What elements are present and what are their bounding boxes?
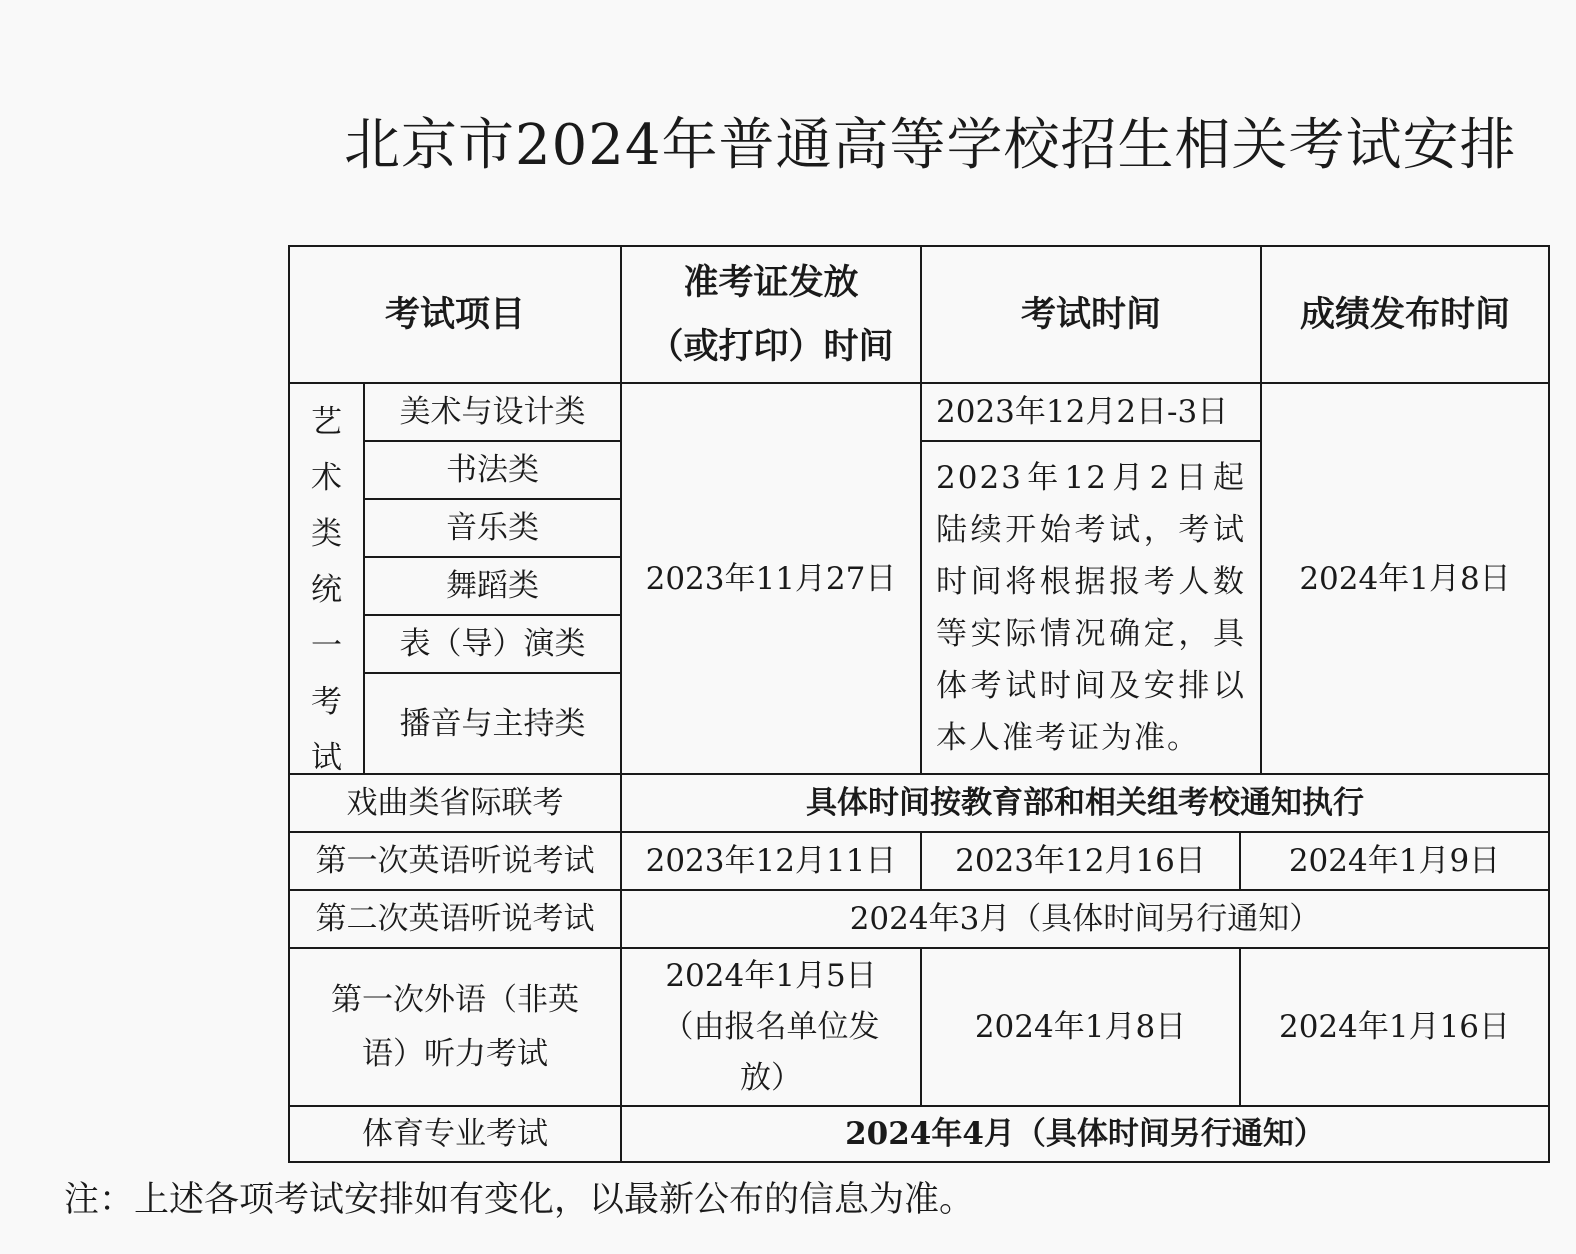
art-admit-time: [620, 382, 922, 775]
english2-merged-text: 2024年3月（具体时间另行通知）: [849, 901, 1321, 937]
english2-merged: [620, 889, 1550, 949]
art-exam-time-first-text: 2023年12月2日-3日: [936, 394, 1229, 430]
foreign-item-text: 第一次外语（非英语）听力考试: [331, 982, 579, 1072]
art-exam-time-rest: [920, 440, 1262, 775]
sports-merged: [620, 1105, 1550, 1163]
art-exam-time-first: [920, 382, 1262, 442]
art-category: [363, 382, 622, 442]
art-exam-time-rest-text: 2023年12月2日起陆续开始考试，考试时间将根据报考人数等实际情况确定，具体考试时间及安排以本人准考证为准。: [936, 459, 1246, 756]
art-admit-time-text: 2023年11月27日: [645, 560, 897, 597]
art-category: [363, 672, 622, 775]
foreign-exam-time: [920, 947, 1241, 1107]
opera-merged: [620, 773, 1550, 833]
header-admit-line2: （或打印）时间: [648, 325, 894, 367]
art-label-char: 考: [311, 684, 342, 720]
art-category: [363, 556, 622, 616]
header-exam-item-text: 考试项目: [384, 293, 525, 335]
english1-admit-time: [620, 831, 922, 891]
foreign-admit-time: [620, 947, 922, 1107]
english2-item-text: 第二次英语听说考试: [315, 901, 595, 937]
art-category: [363, 440, 622, 500]
opera-merged-text: 具体时间按教育部和相关组考校通知执行: [806, 785, 1364, 821]
art-group-label: [288, 382, 365, 775]
art-category: [363, 614, 622, 674]
art-result-time: [1260, 382, 1550, 775]
sports-item-text: 体育专业考试: [362, 1116, 548, 1152]
art-category-label: 书法类: [446, 452, 539, 488]
page-title: 北京市2024年普通高等学校招生相关考试安排: [344, 113, 1517, 178]
header-exam-time: [920, 245, 1262, 384]
exam-schedule-table: [288, 245, 1550, 1163]
sports-item: [288, 1105, 622, 1163]
footnote: 注：上述各项考试安排如有变化，以最新公布的信息为准。: [64, 1180, 975, 1220]
art-category: [363, 498, 622, 558]
english1-item: [288, 831, 622, 891]
art-label-char: 艺: [311, 404, 342, 440]
header-result-time-text: 成绩发布时间: [1299, 293, 1510, 335]
art-category-label: 美术与设计类: [399, 394, 586, 430]
english1-exam-time: [920, 831, 1241, 891]
art-category-label: 表（导）演类: [399, 626, 586, 662]
art-label-char: 类: [311, 516, 342, 552]
header-admit-time: [620, 245, 922, 384]
english1-admit-time-text: 2023年12月11日: [645, 843, 897, 879]
opera-item-text: 戏曲类省际联考: [346, 785, 564, 821]
header-admit-line1: 准考证发放: [683, 261, 859, 303]
art-category-label: 音乐类: [446, 510, 539, 546]
foreign-admit-time-text: 2024年1月5日（由报名单位发放）: [662, 957, 880, 1096]
sports-merged-text: 2024年4月（具体时间另行通知）: [845, 1116, 1325, 1152]
art-result-time-text: 2024年1月8日: [1299, 560, 1511, 597]
english1-result-time-text: 2024年1月9日: [1288, 843, 1501, 879]
art-label-char: 一: [311, 628, 342, 664]
header-exam-time-text: 考试时间: [1020, 293, 1161, 335]
art-category-label: 舞蹈类: [446, 568, 539, 604]
english1-item-text: 第一次英语听说考试: [315, 843, 595, 879]
art-label-char: 术: [311, 460, 342, 496]
opera-item: [288, 773, 622, 833]
foreign-result-time: [1239, 947, 1550, 1107]
art-label-char: 试: [311, 740, 342, 776]
foreign-result-time-text: 2024年1月16日: [1278, 1009, 1511, 1045]
art-category-label: 播音与主持类: [399, 705, 586, 742]
art-label-char: 统: [311, 572, 342, 608]
english1-exam-time-text: 2023年12月16日: [955, 843, 1206, 879]
foreign-exam-time-text: 2024年1月8日: [974, 1009, 1187, 1045]
english1-result-time: [1239, 831, 1550, 891]
header-exam-item: [288, 245, 622, 384]
foreign-item: [288, 947, 622, 1107]
header-result-time: [1260, 245, 1550, 384]
english2-item: [288, 889, 622, 949]
